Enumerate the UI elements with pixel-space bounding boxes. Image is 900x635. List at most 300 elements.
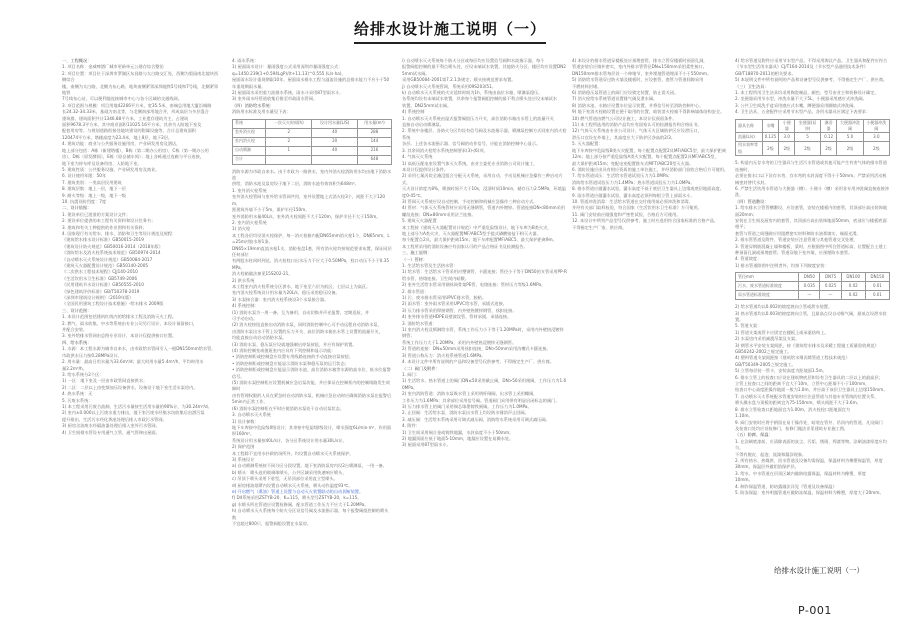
- spec-line: 消火栓箱做法参见15S202-21。: [232, 271, 293, 277]
- spec-line: 本设计仅提供设计条件。: [402, 166, 449, 172]
- table-cell: 0.025: [820, 282, 841, 291]
- spec-line: 泄压口宜设在外墙上，其高度应大于防护区净高的2/3。: [572, 134, 676, 140]
- table-cell: 0.12: [820, 133, 837, 142]
- table-cell: 2级: [779, 142, 795, 156]
- spec-line: 30mm，保温层外做铝箔保护层。: [735, 464, 799, 470]
- spec-line: GB50242-2002之规定施工。: [735, 349, 792, 355]
- spec-line: 1) 本工程采用污废合流制，生活污水量按生活用水量的90%计，为30.24m³/d。: [62, 403, 212, 409]
- table-cell: 2级: [795, 142, 820, 156]
- table-cell: 坐便器(双冲): [795, 119, 820, 133]
- spec-line: 12. 本设计中所列产品型号仅供参考，施工时应选用符合国家标准的合格产品，: [572, 218, 719, 224]
- spec-line: 11) 本工程所选用的消防产品均应有国家认可的检测报告和合格证书。: [572, 122, 702, 128]
- table-cell: 0.125: [762, 133, 778, 142]
- spec-line: 3. 其余同消火栓给水系统控制要求(3)-(6)项。: [402, 147, 488, 153]
- spec-line: 不燃材料封堵。: [572, 83, 602, 89]
- spec-line: 3. 给水、中水管道在吊顶区域内做防结露保温，保温材料为橡塑，厚度: [735, 470, 866, 476]
- spec-line: GB/T50349-2005之规定施工。: [735, 361, 796, 367]
- spec-line: 《民用建筑节水设计标准》GB50555-2010: [62, 282, 144, 288]
- column-2: [232, 58, 392, 527]
- spec-line: 3) 室外雨水经管道收集后排至市政雨水管网。: [232, 96, 318, 102]
- spec-line: 1. 项目名称：金威啤酒厂城市更新单元公建存综合整治: [62, 64, 164, 70]
- spec-line: 4. 本设计文件中所有说明的产品和设备型号仅供参考，不得指定生产厂、供应商。: [402, 359, 554, 365]
- spec-line: 灭火设计浓度为8%，喷放时间不大于10s，浸渍时间10min，储存压力2.5MPa，环境温度0-45℃。: [402, 186, 566, 198]
- table-cell: DN150: [865, 273, 889, 282]
- table-cell: 5: [795, 133, 820, 142]
- spec-line: 一、工程概况：: [62, 58, 92, 63]
- spec-line: （一）管材：: [402, 256, 428, 262]
- spec-line: 喷头溅水盘与顶板的距离宜为75-150mm，喷头间距不大于3.6m。: [735, 400, 861, 406]
- table-cell: 216: [357, 146, 391, 155]
- spec-line: 120474平方米，塔楼高度为23.4米，地上8层，地下2层。: [62, 134, 173, 140]
- spec-line: (6) 消防水泵控制柜在平时应使消防水泵处于自动启泵状态。: [232, 405, 344, 411]
- spec-line: 可手动启动。: [232, 316, 258, 321]
- spec-line: 6. 排水立管上的检查口应设在建筑物底层和设有卫生器具的二层以上的最高层；: [735, 374, 883, 380]
- spec-line: 3. 消防给水管道：: [402, 320, 437, 326]
- table-cell: 小便器冲洗阀: [863, 119, 889, 133]
- table-cell: DN75: [820, 273, 841, 282]
- spec-line: 3. 管道穿钢筋混凝土墙和楼板、梁时，应根据图中所注管道标高、位置配合土建工种预留孔洞或预埋套管；管道穿地下室外墙，应预埋防水套管。: [735, 243, 887, 255]
- spec-line: 1) 室内消火栓及喷淋给水管，系统工作压力小于等于1.20MPa时，采用内外壁热浸镀锌钢管；: [402, 327, 564, 339]
- spec-line: 6) 消防稳压泵管道上的阀门应设锁定装置，防止误关闭。: [572, 90, 679, 96]
- spec-line: 4. 附件：: [402, 423, 420, 429]
- spec-line: 5. 灭火器配置：: [572, 141, 603, 147]
- spec-line: 室外消火栓管网与室外给水管网共用，室外设置地上式消火栓3个，间距不大于120m，: [232, 194, 386, 206]
- table-header-row: [736, 119, 890, 133]
- column-3: [402, 58, 567, 449]
- spec-line: 不得有脱皮、起泡、流淌和漏涂现象。: [735, 451, 807, 457]
- spec-line: • 消防控制柜或控制盘应能显示消防水泵和稳压泵的运行状态；: [232, 360, 349, 366]
- table-cell: 淋浴器: [820, 119, 837, 133]
- spec-line: 室内消火栓系统设计用水量为20L/s，稳压采用稳压设备。: [232, 290, 340, 296]
- spec-line: 3) 管道公称压力：消火栓系统管道1.6MPa。: [402, 352, 486, 358]
- spec-line: （四）管道敷设：: [735, 198, 769, 204]
- spec-line: 地下车库按中危险级II级设计；其余按中危险级I级设计，喷水强度6L/min·m²，作用面积160m²。: [232, 424, 392, 437]
- spec-line: 2. 系统中各楼层、各防火分区均设有信号阀及水流指示器，喷淋泵控制方式同室内消火栓系统: [402, 128, 567, 140]
- table-cell: 144: [357, 137, 391, 146]
- column-1: [62, 58, 222, 436]
- table-cell: 0.02: [841, 291, 865, 300]
- spec-line: 供给，消防水池及泵房设于地下二层，消防水池有效容积为648m³。: [232, 181, 359, 187]
- spec-line: 3) 钢管水平安装支架间距，按《建筑给水排水及采暖工程施工质量验收规范》: [735, 342, 879, 348]
- table-cell: 设计用水量(L/S): [312, 119, 358, 128]
- spec-line: 配套用房等。与规划道路衔接处地块建设的附属设施等，合计总建筑面积: [62, 128, 197, 134]
- table-cell: 40: [312, 128, 358, 137]
- spec-line: 3) 压力排水管采用焊接钢管，内外壁热镀锌钢管，丝扣连接。: [402, 307, 517, 313]
- spec-line: 2) 采用七氟丙烷全淹没组合分配灭火系统，采用自动、手动及机械应急操作三种启动方式，: [402, 173, 563, 185]
- table-cell: 用水量(m³): [357, 119, 391, 128]
- spec-line: 各层。上述各水流指示器、信号阀的动作信号，应能在消防控制中心显示。: [402, 141, 541, 147]
- spec-line: 3. 室外给排水管网由总图专业设计，本设计仅提供接口位置。: [62, 333, 177, 339]
- spec-line: 2. 项目位置：项目位于深圳市罗湖区东昌路与太白路交汇处，西侧为梨园南北地块西侧综合: [62, 70, 219, 83]
- table-row: [233, 146, 392, 155]
- spec-line: 2) 水泵房内采用减震吊架及支架。: [735, 336, 800, 342]
- spec-line: 《节水型生活用水器具》CJ/T164-2014及《节水型产品通用技术条件》: [735, 64, 868, 70]
- spec-line: 8. 建筑层数：地上一层，地下一层: [62, 186, 126, 192]
- spec-line: 2. 燃气、雨水收集、中水等系统由专业公司另行设计，本设计预留接口，: [62, 320, 198, 326]
- drawing-number: P-001: [798, 604, 832, 617]
- spec-line: 1) 排水管道除图中注明者外，均按下列坡度安装：: [735, 262, 829, 268]
- spec-line: 面积9678.3平方米，其中商业面积11025.16平方米，其余为人防地下室及: [62, 122, 202, 128]
- spec-line: f) D4系统采用ZSTYB-20、K=115，喷头型号ZSTYB-20，k=115。: [232, 495, 362, 501]
- spec-line: 3) 水泵接合器：室内消火栓系统设3个水泵接合器。: [232, 296, 329, 302]
- spec-line: 最大保护距离15m；变配电室配置推车式MFT/ABC20型灭火器。: [572, 160, 694, 166]
- spec-line: b) 喷头：喷头选用玻璃球喷头，公共区域采用快速响应喷头，: [232, 469, 347, 475]
- spec-line: 3. 减压阀：生活给水系统采用可调式减压阀，消防给水系统采用可调式减压阀。: [402, 416, 550, 422]
- spec-line: （四）消防给水系统：: [232, 102, 274, 108]
- spec-line: 系统设计用水量按40L/s计，各分区系统设计用水量30L/s计。: [232, 437, 347, 443]
- spec-line: 2. 室内消火栓系统: [232, 219, 267, 225]
- spec-line: 2) 室内±0.000以上污废水重力排出，地下室污废水经集水坑收集后由潜污泵: [62, 410, 205, 416]
- spec-line: 检查口中心高度距操作地面一般为1.0m，并应高于该层卫生器具上边缘150mm。: [735, 387, 888, 393]
- spec-line: 房），D栋（原发酵间），E栋（原仓储车间）；地上各栋通过连廊与平台连接，: [62, 154, 204, 160]
- spec-line: 4. 热水系统：无: [62, 391, 93, 397]
- spec-line: 2) 雨水管：室外雨水管采用UPVC给水管，承插式连接。: [402, 301, 507, 307]
- spec-line: 8. 排水管道应做灌水试验，灌水高度不低于底层卫生器具上边缘或底层地面高度。: [572, 186, 724, 192]
- table-cell: 2: [266, 128, 312, 137]
- spec-line: 3) 管网灭火系统应设自动控制、手动控制和机械应急操作三种启动方式。: [402, 198, 538, 204]
- spec-line: 工作压力为1.6MPa；其余部位采用信号阀。管道阀门采用带有明显启闭标志的阀门。: [402, 397, 560, 403]
- spec-line: 8) 消防水池、水箱应设置水位显示装置，并将信号传至消防控制中心。: [572, 102, 704, 108]
- table-cell: 雨水管道标准坡度: [736, 291, 799, 300]
- spec-line: 4. 国家现行有关给水、排水、消防和卫生等设计规范及规程：: [62, 230, 177, 236]
- spec-line: 《深圳市建筑设计规则》（2019年版）: [62, 295, 134, 301]
- spec-line: DN150mm排水管每层设一个伸缩节，室外埋地管道埋深不小于550mm。: [572, 70, 712, 76]
- spec-line: 并经有关部门取样检验，符合国家《生活饮用水卫生标准》方可使用。: [572, 205, 702, 211]
- spec-line: 1. 给水排水立管管槽敷设，应设套管，安装在楼板内的套管，其顶部应高出装饰地面20mm；: [735, 205, 887, 217]
- table-cell: 一次灭火时间(h): [266, 119, 312, 128]
- spec-line: 室外消防用水量40L/s，室外消火栓间距不大于120m，保护半径不大于150m。: [232, 213, 381, 219]
- column-5: [735, 58, 890, 496]
- spec-line: 2) 屋面雨水采用重力流排水系统，雨水斗采用87型雨水斗。: [232, 90, 344, 96]
- spec-line: 1. 水源：本工程水源为城市自来水，由市政给水管网引入一根DN150mm给水管，: [62, 346, 216, 352]
- spec-line: 6. 设计使用年限：50年: [62, 173, 107, 179]
- table-row: [233, 128, 392, 137]
- spec-line: 4) 系统控制：: [232, 303, 259, 309]
- spec-line: （二）阀门及附件：: [402, 365, 440, 371]
- table-cell: 2级: [863, 142, 889, 156]
- spec-line: 1) 一区：地下室及一层由市政管网直接供水；: [62, 378, 148, 384]
- spec-line: 1) 设计参数：: [232, 418, 259, 424]
- spec-line: 5. 建筑性质：公共服务设施、产业研发用房及商业。: [62, 166, 160, 172]
- spec-line: 6. 消防设施应由具有相应资质的施工单位施工，并经消防部门验收合格后方可使用。: [572, 166, 729, 172]
- table-cell: 大便器冲洗阀: [837, 119, 863, 133]
- spec-line: 4. 雨水系统：: [232, 58, 259, 63]
- spec-line: 4. 卫生洁具、五金配件应采用节水型产品，各用水器具应满足下表要求：: [735, 109, 871, 115]
- spec-line: (4) 消防控制室或值班室内应具有下列控制和显示功能：: [232, 348, 336, 354]
- spec-line: 地上部分包括：A栋（新建塔楼），B栋（第二期办公用房），C栋（第一期办公用: [62, 147, 209, 153]
- spec-line: 4) 管材：气体灭火系统管材应采用无缝钢管，管道内外镀锌。管道连接DN<80mm采用螺纹连接；DN≥80mm采用法兰连接。: [402, 205, 565, 217]
- spec-line: 1. 室外消火栓系统: [232, 187, 267, 193]
- table-cell: 1: [266, 146, 312, 155]
- spec-line: 《全国民用建筑工程设计技术措施》-给水排水 2009版: [62, 301, 164, 307]
- spec-line: （三）卫生洁具：: [735, 83, 769, 89]
- spec-line: 市政供水压力按0.28MPa设计。: [62, 352, 122, 358]
- spec-line: 系统工作压力大于1.20MPa，采用内外壁热浸镀锌无缝钢管。: [402, 339, 517, 345]
- spec-line: 三、设计范围：: [62, 307, 92, 313]
- spec-line: 9) 地下室消火栓箱设置在便于取用的位置，暗装消火栓箱不得影响墙体结构安全。: [572, 109, 725, 115]
- table-cell: 用水效率等级: [736, 142, 763, 156]
- spec-line: 10. 抗震设防烈度：7度: [62, 198, 107, 204]
- spec-line: 2) 室外生活给水管采用钢丝网骨架PE管，电熔连接；管材压力等级1.6MPa。: [402, 282, 546, 288]
- spec-line: 量2.2m³/h。: [62, 365, 87, 371]
- pipe-slope-table: [735, 272, 890, 300]
- spec-line: q=1450.239(1+0.594LgP)/(t+11.13)^0.555 (L/s·ha)，: [232, 70, 346, 76]
- spec-line: 3. 建筑和有关工种提供的作业图和有关资料；: [62, 224, 147, 230]
- spec-line: 4) 室外排水管道HDPE双壁波纹管，管材承插，承插连接。: [402, 314, 512, 320]
- spec-line: 1. 在涂刷底漆前，应清除表面的灰尘、污垢、锈斑、焊渣等物。涂刷油漆厚度应均匀，: [735, 438, 887, 451]
- table-cell: 合计: [233, 155, 266, 164]
- table-cell: 40: [312, 146, 358, 155]
- spec-line: (2) 消火栓按钮直接启动消防水泵，同时消防控制中心可手动远程启动消防水泵，: [232, 322, 382, 328]
- table-cell: 3.0: [779, 133, 795, 142]
- spec-line: 9. 雨水管道应做灌水试验，灌水高度必须到每根立管上部雨水斗。: [572, 192, 695, 198]
- table-cell: 0.02: [841, 282, 865, 291]
- table-cell: 污水、废水管道标准坡度: [736, 282, 799, 291]
- spec-line: 2) 二区：二层以上由变频加压设备供水，设备设于地下室生活水泵房内。: [62, 384, 198, 390]
- spec-line: 地下室为停车库及设备用房、人防地下室。: [62, 160, 142, 166]
- spec-line: 7号线布心站，可以便利地连接城市中心与各个区域的交通线网。: [62, 96, 182, 102]
- spec-line: 12m；地上部分按严重危险级A类火灾配置，每个配置点配置2具MF/ABC5型，: [572, 154, 719, 160]
- spec-line: 5. 防冻保温：室外明露管道应做防冻保温，保温材料为橡塑，厚度大于20mm。: [735, 489, 884, 495]
- spec-line: 本工程室内消火栓系统分区供水，地下室至六层为低区，七层以上为高区。: [232, 283, 371, 289]
- spec-line: 3. 给水系统分2个区：: [62, 371, 104, 377]
- spec-line: 9. 阀门安装时应将手柄留在易于操作处，暗装在管井、吊顶内的管道，凡设阀门: [735, 419, 883, 425]
- drawing-title: 给排水设计施工说明（一）: [774, 566, 864, 575]
- table-cell: 2级: [837, 142, 863, 156]
- spec-line: a) 自动喷淋系统按不同分区分段设置，地下室消防泵房内设2台喷淋泵，一用一备。: [232, 463, 387, 469]
- table-row: [736, 282, 890, 291]
- spec-line: 不宜超过800只，报警阀组设置在水泵房。: [232, 521, 312, 526]
- table-header-row: [233, 119, 392, 128]
- table-cell: 2: [266, 137, 312, 146]
- spec-line: 12) 气体灭火系统由专业公司设计，气体灭火区域防护区应设泄压口，: [572, 128, 702, 134]
- spec-line: • 消防控制柜或控制盘应设置专用线路连接的手动直接启泵按钮；: [232, 354, 354, 360]
- spec-line: 装置，DN25mm试水阀。: [402, 102, 452, 108]
- spec-line: 10mm。: [735, 477, 753, 483]
- spec-line: 1) 卫生间采用铜合金或铸铁地漏，水封高度不小于50mm；: [402, 429, 514, 435]
- spec-line: 《建筑设计防火规范》GB50016-2014（2018年版）: [62, 243, 163, 249]
- table-row: [736, 142, 890, 156]
- spec-line: 屋面雨水设计重现期取10年，屋面雨水排水工程与溢流设施的总排水能力不应小于50年重现期雨水量。: [232, 77, 390, 89]
- table-cell: 5.0: [837, 133, 863, 142]
- spec-line: 提升排出，生活污水经化粪池处理后排入市政污水管网。: [62, 416, 167, 422]
- spec-line: 4. 制作保温管道，防结露做法详见《管道及设备保温》: [735, 483, 837, 489]
- spec-line: 不得指定生产厂家、供应商。: [572, 224, 627, 230]
- table-cell: 自动喷淋: [233, 146, 266, 155]
- spec-line: 管道安装后应填补密实，室内外排水管管径DN≤150mm采用柔性接口，: [572, 64, 707, 70]
- spec-line: GB/T18870-2011的相关要求。: [735, 70, 796, 76]
- spec-line: 3. 项目范围与规模：项目用地42266平方米，宽35.5米，南端总用地大厦沿城路: [62, 102, 212, 108]
- table-cell: 室内消火栓: [233, 137, 266, 146]
- table-cell: 器具名称: [736, 119, 763, 133]
- spec-line: 1. 本设计范围包括建筑红线内的给排水工程及消防灭火工程。: [62, 314, 177, 320]
- table-cell: 小便器: [779, 119, 795, 133]
- spec-line: 1. 阀门：: [402, 371, 420, 377]
- spec-line: 4) 卫生间排水管设专用通气立管，通气管伸出屋面。: [62, 429, 160, 435]
- spec-line: h) 自动喷水灭火系统每个防火分区设信号阀及水流指示器，每个报警阀组控制的喷头数: [232, 508, 389, 520]
- spec-line: 1. 生活给水管及生活热水管：: [402, 263, 458, 268]
- table-cell: —: [820, 291, 841, 300]
- spec-line: 套管与管道之间缝隙应用阻燃密实材料和防水油膏填实，端面光滑。: [735, 230, 861, 236]
- spec-line: 1) 屋面雨水设计：暴雨强度公式采用深圳市暴雨强度公式：: [232, 64, 343, 70]
- spec-line: 楼，南侧为太白路，北侧为布心路，地块南侧紧邻深圳地铁5号线和7号线，北侧紧邻地铁: [62, 83, 219, 96]
- spec-line: 5) 消防给水管道穿过防火墙及楼板时，应设套管，套管与管道间隙采用: [572, 77, 704, 83]
- spec-line: 5. 管道支架：: [735, 323, 762, 329]
- spec-line: 4) 本设计的排水管道穿楼板处应预埋套管，排水立管穿楼板时预留孔洞，: [572, 58, 708, 63]
- table-cell: 管径mm: [736, 273, 799, 282]
- spec-line: 《建筑灭火器配置设计规范》GB50140-2005: [62, 263, 149, 268]
- spec-line: 3) 热水管道均以0.003的坡度坡向立管，且最高点设自动排气阀，最低点设泄水装置。: [735, 310, 887, 322]
- spec-line: 4. 管道坡度：: [735, 256, 762, 262]
- spec-line: 地上部分为A类火灾，灭火器配置MF/ABC5型手提式磷酸铵盐干粉灭火器，: [402, 230, 541, 236]
- spec-line: k) 自动喷水灭火系统的火灾延续时间为1h，系统由高位水箱、喷淋泵稳压，: [402, 90, 543, 96]
- spec-line: c) 吊顶下喷头采用下垂型，无吊顶部位采用直立型喷头。: [232, 476, 338, 482]
- fixture-flow-table: [735, 119, 890, 157]
- spec-line: e) 开启燃气（熏油）管道上设置与自动灭火装置联动的自动切断装置。: [232, 488, 364, 494]
- table-cell: DN50: [799, 273, 820, 282]
- spec-line: 5) 本说明文件中所有说明的产品和设备型号仅供参考，不得指定生产厂、供应商。: [735, 77, 888, 83]
- table-cell: 648: [357, 155, 391, 164]
- spec-line: 由消防水泵出水干管上设置的压力开关、高位消防水箱出水管上设置的流量开关，: [232, 328, 383, 334]
- spec-line: 二、设计依据：: [62, 205, 92, 211]
- spec-line: 5. 污废水系统：: [62, 397, 93, 403]
- table-cell: 流量(L/s): [736, 133, 763, 142]
- spec-line: 2. 坐便器采用节水型，冲洗水量不大于5L，小便器采用感应式冲洗阀。: [735, 96, 867, 102]
- spec-line: 1. 建设单位已批准的方案设计文件；: [62, 211, 131, 217]
- spec-line: 四、给水系统：: [62, 339, 92, 345]
- spec-line: 本工程所采用的消防设备应有国家认可的产品合格证书及检测报告。: [402, 243, 528, 249]
- spec-line: 1) 污、废水排水管采用UPVC排水管，胶粘。: [402, 295, 487, 301]
- spec-line: 本工程按《建筑灭火器配置设计规范》中严重危险级设计，地下车库为B类火灾，: [402, 224, 552, 230]
- spec-line: 采用GB50084-2001第7.2.1条规定；喷头按规范要求布置。: [402, 77, 516, 83]
- spec-line: 7. 建筑类别：一类高层民用建筑: [62, 179, 122, 185]
- spec-line: 2) 管道的连接：DN≤50mm采用丝扣连接，DN>50mm采用沟槽式卡箍连接。: [402, 346, 551, 352]
- spec-line: 及检查口处均应设检修门，检修门做法详见建筑专业施工图。: [735, 425, 849, 431]
- spec-line: 4) 给水管道及附件应采用节水型产品，不得采用淘汰产品。卫生器具和配件应符合: [735, 58, 888, 63]
- table-cell: 20: [312, 137, 358, 146]
- page-title: 给排水设计施工说明（一）: [0, 18, 900, 44]
- spec-line: 2. 排水管管道及附件，管道安装应注意管道与其他管道交叉处理，: [735, 237, 858, 243]
- spec-line: 1) 高低压配电室设置气体灭火系统，由业主委托专业消防公司设计施工，: [402, 160, 538, 166]
- spec-line: 本工程除不宜用水扑救的场所外，均设置自动喷水灭火系统保护。: [232, 450, 354, 456]
- spec-line: 5. 建筑灭火器配置: [402, 218, 437, 224]
- table-cell: 2级: [820, 142, 837, 156]
- spec-line: 每个配置点2具，最大保护距离15m；地下车库配置MF/ABC5，最大保护距离9m。: [402, 237, 557, 243]
- spec-line: 并配合安装。: [62, 327, 88, 333]
- spec-line: (5) 消防水泵控制柜应设置机械应急启泵功能，并应保证在控制柜内的控制线路发生故障时: [232, 380, 391, 392]
- spec-line: 4) 塑料管道支架间距按《建筑给水聚丙烯管道工程技术规范》: [735, 355, 850, 361]
- spec-line: 地下车库按中危险级B类火灾配置，每个配置点配置2具MF/ABC5型，最大保护距离: [572, 147, 727, 153]
- column-4: [572, 58, 732, 231]
- table-cell: DN100: [841, 273, 865, 282]
- spec-line: (3) 消防水泵、稳压泵应设就地强制启停泵按钮，并应有保护装置。: [232, 341, 357, 347]
- spec-line: 《自动喷水灭火系统设计规范》GB50084-2017: [62, 256, 153, 262]
- spec-line: 1) 消火栓: [232, 226, 251, 232]
- spec-line: 消防用水标准及用水量见下表：: [232, 109, 291, 115]
- table-row: [233, 137, 392, 146]
- spec-line: 《建筑给水排水设计标准》GB50015-2019: [62, 237, 144, 243]
- table-cell: 288: [357, 128, 391, 137]
- spec-line: 必须在排水口以下设存水弯，存水弯的水封深度不得小于50mm。严禁采用活动机械密封替代水封。: [735, 173, 887, 185]
- spec-line: 5. 构造内无存水弯的卫生器具与生活污水管道或其他可能产生有害气体的排水管道连接时，: [735, 160, 887, 172]
- spec-line: 3) 屋面采用87型雨水斗。: [402, 442, 451, 448]
- spec-line: 2. 止回阀：生活给水泵、消防水泵出水管上均设防水锤消声止回阀。: [402, 410, 529, 416]
- spec-line: 2. 建设单位提供的本工程有关资料和设计任务书；: [62, 218, 156, 224]
- table-cell: —: [799, 291, 820, 300]
- spec-line: 10. 管道冲洗消毒：生活给水管道在交付使用前必须冲洗和消毒，: [572, 198, 694, 204]
- spec-line: 7. 自动喷水灭火系统配水管道安装时应注意管道与其他专业管线的位置关系，: [735, 393, 879, 399]
- table-row: [233, 155, 392, 164]
- spec-line: 长24.32-34.33米，基础为南北等，与北侧南部用地合并，形成高层与多层混合: [62, 109, 209, 115]
- spec-line: 立管上检查口之间的距离不宜大于10m，立管中心距墙不小于100mm，: [735, 381, 870, 387]
- spec-line: 1) 生活给水、热水管道上的阀门DN≤50采用截止阀，DN>50采用闸阀，工作压力为1.60MPa。: [402, 378, 567, 390]
- spec-line: 8. 排水立管检查口距地面宜为1.00m，消火栓栓口距地面宜为: [735, 406, 851, 412]
- table-cell: 0.035: [799, 282, 820, 291]
- spec-line: 4) 系统控制: [402, 109, 425, 115]
- spec-line: 本工程各层均设消火栓保护，每一消火栓箱内配DN65mm消火栓1个，DN65mm，L=25m衬胶水带1条，: [232, 232, 390, 245]
- spec-line: 距建筑外墙不小于5m，保护半径150m。: [232, 207, 310, 213]
- spec-line: 安装在卫生间及厨房内的套管，其顶部应高出装饰地面50mm，底部应与楼板底面相平；: [735, 217, 887, 230]
- spec-line: （五）防腐、保温：: [735, 432, 773, 438]
- spec-line: 均能直接自动启动消防水泵。: [232, 335, 287, 341]
- spec-line: 3) 压力排水管上的阀门采用铜芯球墨铸铁闸阀。工作压力为1.0MPa。: [402, 403, 532, 409]
- spec-line: 2) 保护范围: [232, 444, 255, 450]
- spec-line: 4. 气体灭火系统: [402, 154, 433, 160]
- table-cell: 系统: [233, 119, 266, 128]
- spec-line: 消防水源为市政自来水。由于市政为一路供水，室内外消火栓消防用水均由地下消防水池: [232, 168, 392, 181]
- table-cell: 0.01: [865, 282, 889, 291]
- table-cell: [312, 155, 358, 164]
- spec-line: 直接自动启动喷淋泵。: [402, 122, 444, 128]
- spec-line: 2) 供水系统: [232, 277, 255, 283]
- spec-line: 建筑群，建筑面积共计1346.88平方米，工业遗存建筑为主，占建筑: [62, 115, 189, 121]
- spec-line: j) 自动喷水灭火系统管网，系统采用09S203/51。: [402, 83, 496, 89]
- spec-line: g) 水喷头所在管道应设置检修阀，配水管道工作压力不应大于1.20MPa。: [232, 501, 369, 507]
- table-cell: 3.0: [863, 133, 889, 142]
- spec-line: 6. 严禁生活饮用水管道与大便器（槽）、小便斗（槽）采用非专用冲洗阀直接连接冲洗。: [735, 185, 889, 198]
- fire-water-table: [232, 119, 392, 165]
- table-header-row: [736, 273, 890, 282]
- spec-line: 由有管理权限的人员在紧急时启动消防水泵，机械应急启动时应确保消防水泵在报警后5min内正常工作。: [232, 392, 392, 405]
- spec-line: 3) 厨房含油废水经隔油器处理后排入室外污水管网。: [62, 423, 160, 429]
- spec-line: 4. 建筑功能：商业与公共服务设施用房，产业研发用房及酒店，: [62, 141, 181, 147]
- table-row: [736, 133, 890, 142]
- table-cell: [266, 155, 312, 164]
- table-row: [736, 291, 890, 300]
- spec-line: 2) 地漏顶面应低于地面5-10mm，地漏应设置在易溅水处。: [402, 435, 514, 441]
- spec-line: 三、施工说明：: [402, 250, 432, 256]
- table-cell: 水嘴: [762, 119, 778, 133]
- spec-line: 1) 给水管：生活给水干管采用衬塑钢管，卡箍连接；管径小于等于DN50的支管采用PP-R给水管，热熔连接。卫生间内暗敷。: [402, 269, 567, 281]
- spec-line: 《生活饮用水卫生标准》GB5749-2006: [62, 275, 138, 281]
- spec-line: 1) 管道支架或管卡应固定在楼板上或承重结构上。: [735, 329, 829, 335]
- spec-line: DN65×19mm直流水枪1支，消防卷盘1套，所有消火栓均按规范要求布置，保证同层任何部位: [232, 245, 392, 257]
- table-cell: 2级: [762, 142, 778, 156]
- spec-line: 3. 公共卫生间洗手盆采用感应式水嘴，蹲便器采用脚踏式冲洗阀。: [735, 102, 858, 108]
- spec-line: 消防给水管道试验压力为1.4MPa；热水管道试验压力为1.0MPa。: [572, 179, 695, 185]
- spec-line: 3. 自动喷水灭火系统: [232, 412, 271, 418]
- spec-line: d) 厨房排油烟罩内设置自动喷水灭火系统，喷头动作温度93℃。: [232, 482, 353, 488]
- spec-line: 11. 阀门安装前应做强度和严密性试验，合格后方可使用。: [572, 211, 681, 217]
- spec-line: 各系统均设有末端试水装置，其余每个报警阀组控制的最不利点喷头处应设末端试水: [402, 96, 557, 102]
- spec-line: 10) 燃气管道由燃气公司设计施工，本设计仅预留条件。: [572, 115, 677, 121]
- table-cell: 0.01: [865, 291, 889, 300]
- spec-line: 7. 给水管道试压：生活给水管道试验压力为1.0MPa；: [572, 173, 673, 179]
- spec-line: 《二次供水工程技术规程》CJJ140-2010: [62, 269, 138, 275]
- spec-line: 3) 系统设计: [232, 456, 255, 462]
- spec-line: (1) 消防水泵为一用一备，互为备用，自动切换并声光报警，定期巡检，并: [232, 309, 370, 315]
- spec-line: 《绿色建筑评价标准》GB/T50378-2019: [62, 288, 140, 294]
